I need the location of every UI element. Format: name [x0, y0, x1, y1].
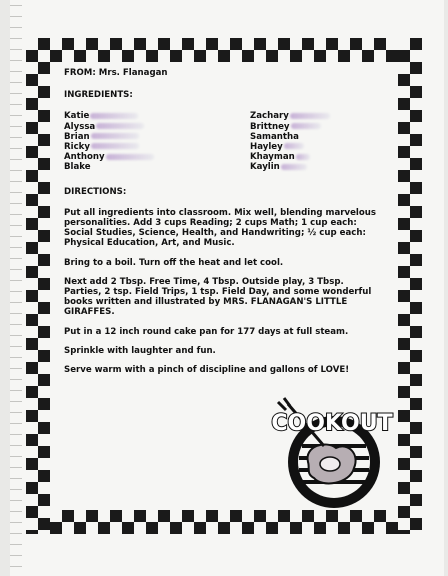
names-left-column [64, 111, 250, 172]
list-item: Samantha [250, 131, 299, 142]
checker-border-left [26, 38, 50, 534]
list-item: Kaylin [250, 162, 370, 172]
from-line: FROM: Mrs. Flanagan [64, 68, 168, 78]
direction-step: Put all ingredients into classroom. Mix well, blending marvelous personalities. Add 3 cups Reading; 2 cups Math; 1 cup each: Social Studies, Science, Health, and Handwriting; ½ cup each: Physical Education, Art, and Music. [64, 207, 376, 249]
list-item: Katie [64, 111, 250, 121]
list-item: Brittney [250, 122, 370, 132]
list-item: Alyssa [64, 122, 250, 132]
logo-text: COOKOUT [271, 411, 393, 436]
list-item: Brian [64, 132, 250, 142]
names-right-column [250, 111, 370, 172]
ingredients-heading: INGREDIENTS: [64, 90, 133, 101]
direction-step: Serve warm with a pinch of discipline and gallons of LOVE! [64, 364, 350, 375]
direction-step: Next add 2 Tbsp. Free Time, 4 Tbsp. Outside play, 3 Tbsp. Parties, 2 tsp. Field Trips, 1 tsp. Field Day, and some wonderful books written and illustrated by MRS. FLANAGAN'S LITTLE GIRAFFES. [64, 276, 372, 318]
cookout-grill-logo [264, 384, 400, 510]
direction-step: Bring to a boil. Turn off the heat and let cool. [64, 257, 284, 268]
list-item: Khayman [250, 152, 370, 162]
list-item: Anthony [64, 152, 250, 162]
checker-border-right [398, 38, 422, 534]
checker-border-bottom [26, 510, 422, 534]
checker-border-top [26, 38, 422, 62]
spiral-binding [10, 0, 22, 576]
recipe-content [64, 68, 384, 384]
list-item: Blake [64, 162, 91, 173]
list-item: Hayley [250, 142, 370, 152]
direction-step: Sprinkle with laughter and fun. [64, 345, 216, 356]
list-item: Zachary [250, 111, 370, 121]
list-item: Ricky [64, 142, 250, 152]
directions-heading: DIRECTIONS: [64, 186, 127, 197]
direction-step: Put in a 12 inch round cake pan for 177 days at full steam. [64, 326, 349, 337]
student-names [64, 111, 384, 172]
